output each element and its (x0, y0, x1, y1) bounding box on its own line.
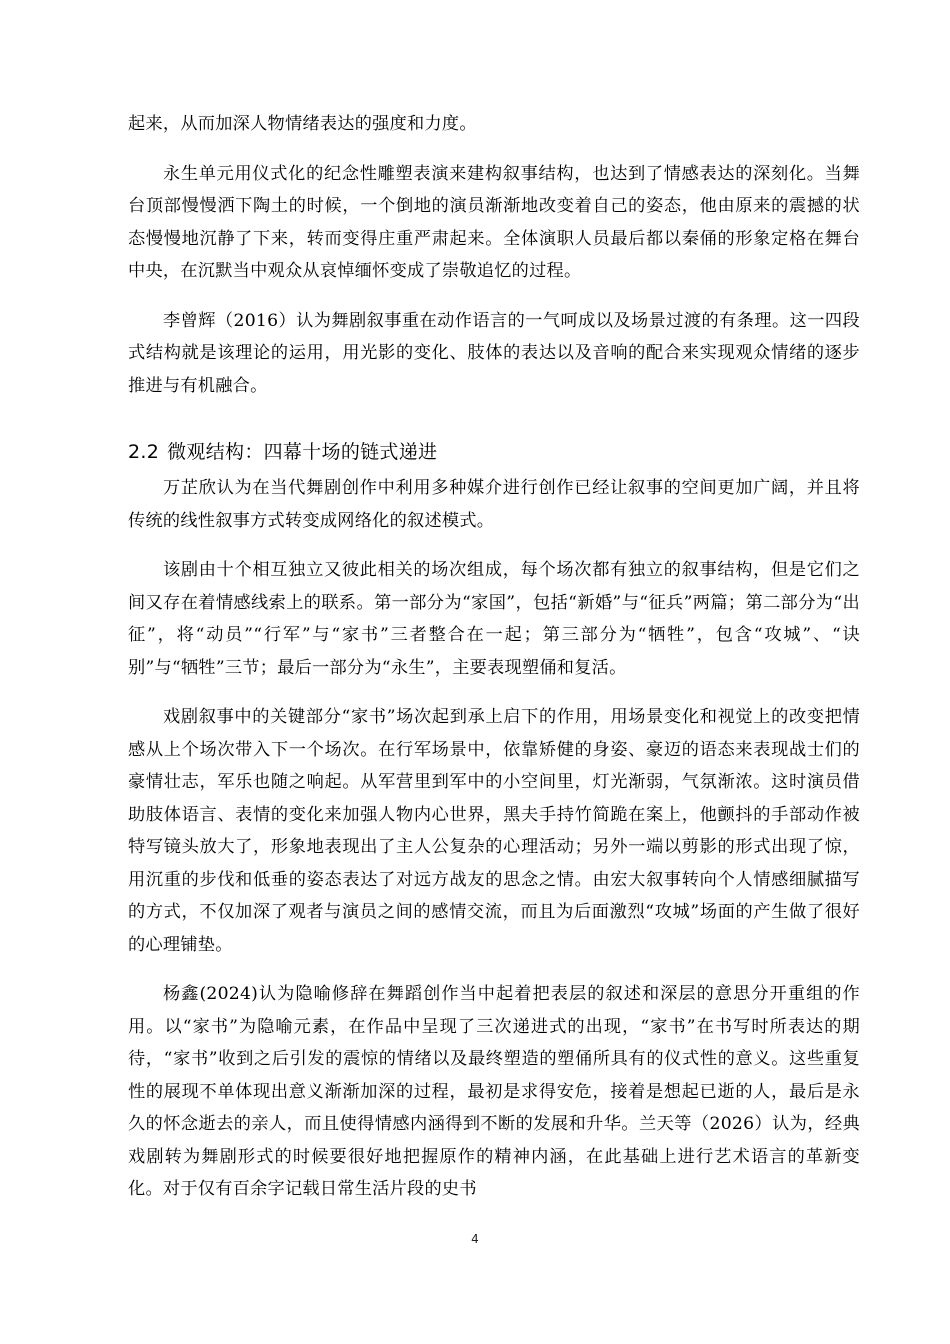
paragraph: 永生单元用仪式化的纪念性雕塑表演来建构叙事结构，也达到了情感表达的深刻化。当舞台顶部慢慢洒下陶土的时候，一个倒地的演员渐渐地改变着自己的姿态，他由原来的震撼的状态慢慢地沉静了下来，转而变得庄重严肃起来。全体演职人员最后都以秦俑的形象定格在舞台中央，在沉默当中观众从哀悼缅怀变成了崇敬追忆的过程。 (128, 163, 860, 281)
paragraph: 杨鑫(2024)认为隐喻修辞在舞蹈创作当中起着把表层的叙述和深层的意思分开重组的作用。以“家书”为隐喻元素，在作品中呈现了三次递进式的出现，“家书”在书写时所表达的期待，“家书”收到之后引发的震惊的情绪以及最终塑造的塑俑所具有的仪式性的意义。这些重复性的展现不单体现出意义渐渐加深的过程，最初是求得安危，接着是想起已逝的人，最后是永久的怀念逝去的亲人，而且使得情感内涵得到不断的发展和升华。兰天等（2026）认为，经典戏剧转为舞剧形式的时候要很好地把握原作的精神内涵，在此基础上进行艺术语言的革新变化。对于仅有百余字记载日常生活片段的史书 (128, 984, 860, 1199)
document-body (128, 108, 860, 1223)
paragraph: 该剧由十个相互独立又彼此相关的场次组成，每个场次都有独立的叙事结构，但是它们之间又存在着情感线索上的联系。第一部分为“家国”，包括“新婚”与“征兵”两篇；第二部分为“出征”，将“动员”“行军”与“家书”三者整合在一起；第三部分为“牺牲”，包含“攻城”、“诀别”与“牺牲”三节；最后一部分为“永生”，主要表现塑俑和复活。 (128, 560, 860, 678)
section-title: 微观结构：四幕十场的链式递进 (167, 441, 438, 463)
section-heading (128, 436, 860, 468)
page-number: 4 (471, 1232, 479, 1246)
paragraph: 万芷欣认为在当代舞剧创作中利用多种媒介进行创作已经让叙事的空间更加广阔，并且将传统的线性叙事方式转变成网络化的叙述模式。 (128, 478, 860, 531)
section-number: 2.2 (128, 441, 160, 463)
paragraph: 起来，从而加深人物情绪表达的强度和力度。 (128, 114, 477, 134)
paragraph: 李曾辉（2016）认为舞剧叙事重在动作语言的一气呵成以及场景过渡的有条理。这一四段式结构就是该理论的运用，用光影的变化、肢体的表达以及音响的配合来实现观众情绪的逐步推进与有机融合。 (128, 310, 860, 396)
paragraph: 戏剧叙事中的关键部分“家书”场次起到承上启下的作用，用场景变化和视觉上的改变把情感从上个场次带入下一个场次。在行军场景中，依靠矫健的身姿、豪迈的语态来表现战士们的豪情壮志，军乐也随之响起。从军营里到军中的小空间里，灯光渐弱，气氛渐浓。这时演员借助肢体语言、表情的变化来加强人物内心世界，黑夫手持竹简跪在案上，他颤抖的手部动作被特写镜头放大了，形象地表现出了主人公复杂的心理活动；另外一端以剪影的形式出现了惊，用沉重的步伐和低垂的姿态表达了对远方战友的思念之情。由宏大叙事转向个人情感细腻描写的方式，不仅加深了观者与演员之间的感情交流，而且为后面激烈“攻城”场面的产生做了很好的心理铺垫。 (128, 707, 860, 955)
